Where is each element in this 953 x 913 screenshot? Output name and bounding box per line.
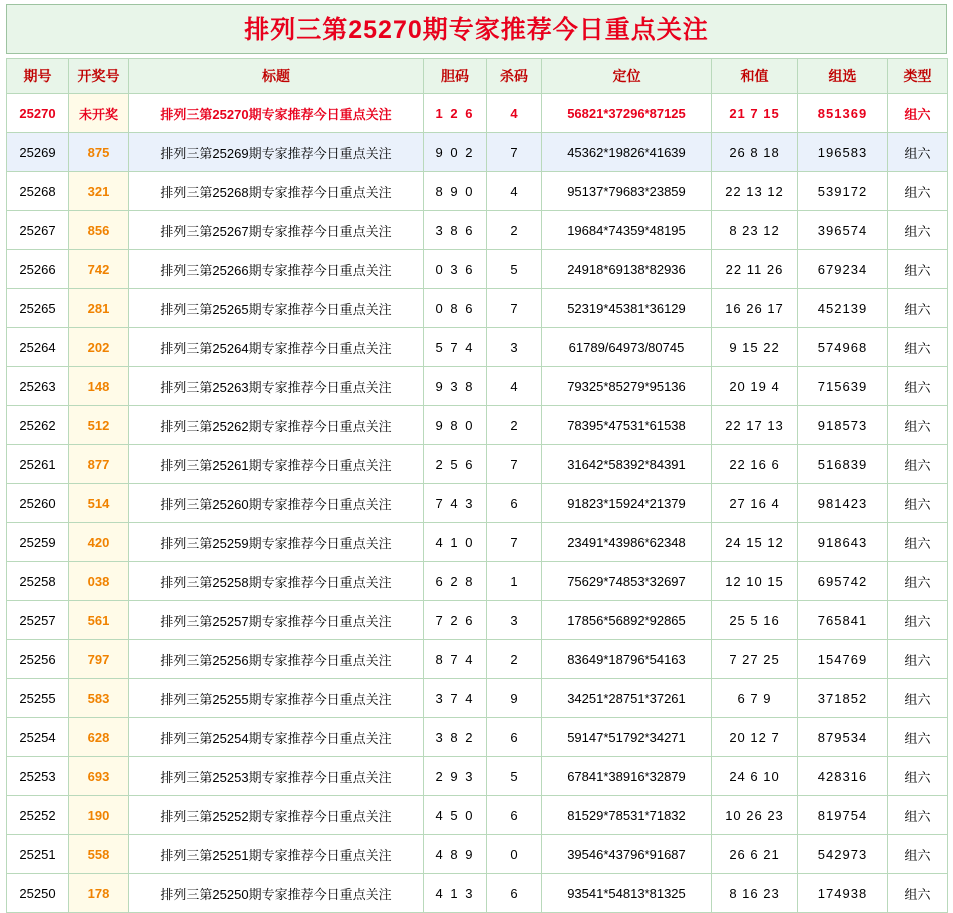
cell-dingwei: 79325*85279*95136: [542, 367, 712, 406]
cell-dan-code: 1 2 6: [424, 94, 487, 133]
page-title-bar: [6, 4, 947, 54]
cell-hezhi: 6 7 9: [712, 679, 798, 718]
cell-issue: 25261: [7, 445, 69, 484]
cell-type: 组六: [888, 718, 948, 757]
cell-dingwei: 81529*78531*71832: [542, 796, 712, 835]
table-row[interactable]: [7, 601, 948, 640]
cell-dan-code: 7 4 3: [424, 484, 487, 523]
cell-dan-code: 4 5 0: [424, 796, 487, 835]
cell-dingwei: 91823*15924*21379: [542, 484, 712, 523]
cell-dan-code: 3 8 2: [424, 718, 487, 757]
cell-issue: 25253: [7, 757, 69, 796]
column-header-type: 类型: [888, 59, 948, 94]
column-header-ding: 定位: [542, 59, 712, 94]
cell-hezhi: 20 19 4: [712, 367, 798, 406]
cell-dingwei: 56821*37296*87125: [542, 94, 712, 133]
cell-issue: 25255: [7, 679, 69, 718]
cell-hezhi: 8 23 12: [712, 211, 798, 250]
table-row[interactable]: [7, 211, 948, 250]
cell-zuxuan: 174938: [798, 874, 888, 913]
cell-sha-code: 7: [487, 289, 542, 328]
cell-dingwei: 45362*19826*41639: [542, 133, 712, 172]
cell-sha-code: 7: [487, 445, 542, 484]
cell-dingwei: 67841*38916*32879: [542, 757, 712, 796]
cell-dan-code: 3 7 4: [424, 679, 487, 718]
cell-dan-code: 9 0 2: [424, 133, 487, 172]
cell-title[interactable]: 排列三第25267期专家推荐今日重点关注: [129, 211, 424, 250]
cell-open-number: 190: [69, 796, 129, 835]
cell-sha-code: 7: [487, 133, 542, 172]
cell-zuxuan: 154769: [798, 640, 888, 679]
cell-issue: 25264: [7, 328, 69, 367]
page-title: 排列三第25270期专家推荐今日重点关注: [244, 16, 709, 44]
cell-zuxuan: 679234: [798, 250, 888, 289]
cell-dan-code: 4 8 9: [424, 835, 487, 874]
table-body: [7, 94, 948, 913]
cell-sha-code: 5: [487, 250, 542, 289]
cell-issue: 25251: [7, 835, 69, 874]
cell-hezhi: 12 10 15: [712, 562, 798, 601]
cell-open-number: 未开奖: [69, 94, 129, 133]
cell-issue: 25267: [7, 211, 69, 250]
cell-dan-code: 6 2 8: [424, 562, 487, 601]
cell-hezhi: 24 6 10: [712, 757, 798, 796]
cell-zuxuan: 396574: [798, 211, 888, 250]
column-header-zu: 组选: [798, 59, 888, 94]
table-row[interactable]: [7, 679, 948, 718]
cell-dan-code: 8 7 4: [424, 640, 487, 679]
cell-title[interactable]: 排列三第25261期专家推荐今日重点关注: [129, 445, 424, 484]
table-row[interactable]: [7, 367, 948, 406]
cell-type: 组六: [888, 133, 948, 172]
cell-dingwei: 61789/64973/80745: [542, 328, 712, 367]
table-row[interactable]: [7, 484, 948, 523]
cell-zuxuan: 574968: [798, 328, 888, 367]
table-row[interactable]: [7, 757, 948, 796]
cell-type: 组六: [888, 874, 948, 913]
cell-dingwei: 19684*74359*48195: [542, 211, 712, 250]
cell-open-number: 856: [69, 211, 129, 250]
cell-issue: 25262: [7, 406, 69, 445]
cell-sha-code: 2: [487, 211, 542, 250]
cell-zuxuan: 542973: [798, 835, 888, 874]
cell-open-number: 512: [69, 406, 129, 445]
cell-open-number: 875: [69, 133, 129, 172]
cell-sha-code: 6: [487, 484, 542, 523]
cell-dan-code: 7 2 6: [424, 601, 487, 640]
cell-dingwei: 93541*54813*81325: [542, 874, 712, 913]
cell-dingwei: 83649*18796*54163: [542, 640, 712, 679]
cell-dan-code: 0 3 6: [424, 250, 487, 289]
cell-title[interactable]: 排列三第25253期专家推荐今日重点关注: [129, 757, 424, 796]
cell-dan-code: 8 9 0: [424, 172, 487, 211]
cell-zuxuan: 918573: [798, 406, 888, 445]
cell-title[interactable]: 排列三第25250期专家推荐今日重点关注: [129, 874, 424, 913]
cell-type: 组六: [888, 640, 948, 679]
cell-zuxuan: 981423: [798, 484, 888, 523]
cell-issue: 25270: [7, 94, 69, 133]
cell-zuxuan: 918643: [798, 523, 888, 562]
cell-type: 组六: [888, 172, 948, 211]
cell-type: 组六: [888, 367, 948, 406]
cell-open-number: 797: [69, 640, 129, 679]
cell-dan-code: 2 9 3: [424, 757, 487, 796]
cell-dingwei: 75629*74853*32697: [542, 562, 712, 601]
cell-open-number: 561: [69, 601, 129, 640]
cell-type: 组六: [888, 211, 948, 250]
table-row[interactable]: [7, 796, 948, 835]
cell-open-number: 420: [69, 523, 129, 562]
cell-open-number: 742: [69, 250, 129, 289]
cell-issue: 25263: [7, 367, 69, 406]
column-header-title: 标题: [129, 59, 424, 94]
cell-zuxuan: 819754: [798, 796, 888, 835]
cell-open-number: 038: [69, 562, 129, 601]
cell-issue: 25259: [7, 523, 69, 562]
cell-dingwei: 31642*58392*84391: [542, 445, 712, 484]
table-row[interactable]: [7, 172, 948, 211]
cell-sha-code: 0: [487, 835, 542, 874]
cell-issue: 25269: [7, 133, 69, 172]
cell-hezhi: 22 13 12: [712, 172, 798, 211]
cell-hezhi: 7 27 25: [712, 640, 798, 679]
cell-title[interactable]: 排列三第25269期专家推荐今日重点关注: [129, 133, 424, 172]
cell-title[interactable]: 排列三第25270期专家推荐今日重点关注: [129, 94, 424, 133]
cell-hezhi: 9 15 22: [712, 328, 798, 367]
cell-zuxuan: 851369: [798, 94, 888, 133]
cell-open-number: 693: [69, 757, 129, 796]
cell-zuxuan: 879534: [798, 718, 888, 757]
cell-zuxuan: 452139: [798, 289, 888, 328]
table-row[interactable]: [7, 562, 948, 601]
cell-sha-code: 5: [487, 757, 542, 796]
cell-type: 组六: [888, 445, 948, 484]
cell-open-number: 148: [69, 367, 129, 406]
cell-dingwei: 39546*43796*91687: [542, 835, 712, 874]
cell-zuxuan: 765841: [798, 601, 888, 640]
cell-title[interactable]: 排列三第25264期专家推荐今日重点关注: [129, 328, 424, 367]
cell-title[interactable]: 排列三第25265期专家推荐今日重点关注: [129, 289, 424, 328]
cell-sha-code: 6: [487, 796, 542, 835]
cell-dan-code: 4 1 3: [424, 874, 487, 913]
cell-title[interactable]: 排列三第25254期专家推荐今日重点关注: [129, 718, 424, 757]
cell-type: 组六: [888, 835, 948, 874]
cell-dan-code: 9 8 0: [424, 406, 487, 445]
column-header-he: 和值: [712, 59, 798, 94]
cell-dan-code: 3 8 6: [424, 211, 487, 250]
cell-hezhi: 22 16 6: [712, 445, 798, 484]
cell-sha-code: 6: [487, 718, 542, 757]
cell-hezhi: 20 12 7: [712, 718, 798, 757]
table-row[interactable]: [7, 94, 948, 133]
cell-dingwei: 17856*56892*92865: [542, 601, 712, 640]
cell-sha-code: 4: [487, 172, 542, 211]
cell-hezhi: 22 11 26: [712, 250, 798, 289]
cell-dingwei: 78395*47531*61538: [542, 406, 712, 445]
cell-dingwei: 52319*45381*36129: [542, 289, 712, 328]
cell-dingwei: 23491*43986*62348: [542, 523, 712, 562]
cell-hezhi: 25 5 16: [712, 601, 798, 640]
recommendations-table: [6, 58, 948, 913]
table-row[interactable]: [7, 289, 948, 328]
cell-hezhi: 8 16 23: [712, 874, 798, 913]
cell-sha-code: 3: [487, 601, 542, 640]
table-row[interactable]: [7, 640, 948, 679]
cell-issue: 25265: [7, 289, 69, 328]
cell-title[interactable]: 排列三第25268期专家推荐今日重点关注: [129, 172, 424, 211]
cell-zuxuan: 695742: [798, 562, 888, 601]
cell-issue: 25252: [7, 796, 69, 835]
cell-open-number: 514: [69, 484, 129, 523]
cell-dingwei: 34251*28751*37261: [542, 679, 712, 718]
cell-type: 组六: [888, 94, 948, 133]
cell-sha-code: 2: [487, 406, 542, 445]
cell-sha-code: 9: [487, 679, 542, 718]
cell-issue: 25266: [7, 250, 69, 289]
cell-hezhi: 26 6 21: [712, 835, 798, 874]
cell-zuxuan: 196583: [798, 133, 888, 172]
cell-dan-code: 4 1 0: [424, 523, 487, 562]
cell-title[interactable]: 排列三第25251期专家推荐今日重点关注: [129, 835, 424, 874]
cell-open-number: 583: [69, 679, 129, 718]
cell-issue: 25258: [7, 562, 69, 601]
cell-zuxuan: 516839: [798, 445, 888, 484]
cell-title[interactable]: 排列三第25259期专家推荐今日重点关注: [129, 523, 424, 562]
cell-type: 组六: [888, 796, 948, 835]
cell-type: 组六: [888, 250, 948, 289]
cell-issue: 25268: [7, 172, 69, 211]
cell-hezhi: 22 17 13: [712, 406, 798, 445]
table-row[interactable]: [7, 445, 948, 484]
cell-dan-code: 0 8 6: [424, 289, 487, 328]
cell-issue: 25250: [7, 874, 69, 913]
cell-sha-code: 7: [487, 523, 542, 562]
cell-open-number: 628: [69, 718, 129, 757]
cell-zuxuan: 715639: [798, 367, 888, 406]
cell-title[interactable]: 排列三第25258期专家推荐今日重点关注: [129, 562, 424, 601]
column-header-dan: 胆码: [424, 59, 487, 94]
cell-type: 组六: [888, 328, 948, 367]
cell-type: 组六: [888, 757, 948, 796]
table-row[interactable]: [7, 328, 948, 367]
table-row[interactable]: [7, 835, 948, 874]
cell-open-number: 178: [69, 874, 129, 913]
cell-sha-code: 2: [487, 640, 542, 679]
table-row[interactable]: [7, 523, 948, 562]
column-header-issue: 期号: [7, 59, 69, 94]
cell-title[interactable]: 排列三第25252期专家推荐今日重点关注: [129, 796, 424, 835]
cell-dan-code: 9 3 8: [424, 367, 487, 406]
cell-hezhi: 24 15 12: [712, 523, 798, 562]
table-row[interactable]: [7, 718, 948, 757]
cell-sha-code: 4: [487, 94, 542, 133]
cell-title[interactable]: 排列三第25263期专家推荐今日重点关注: [129, 367, 424, 406]
cell-dan-code: 5 7 4: [424, 328, 487, 367]
cell-title[interactable]: 排列三第25256期专家推荐今日重点关注: [129, 640, 424, 679]
cell-dingwei: 24918*69138*82936: [542, 250, 712, 289]
column-header-open: 开奖号: [69, 59, 129, 94]
column-header-sha: 杀码: [487, 59, 542, 94]
cell-open-number: 877: [69, 445, 129, 484]
cell-issue: 25257: [7, 601, 69, 640]
cell-title[interactable]: 排列三第25262期专家推荐今日重点关注: [129, 406, 424, 445]
cell-hezhi: 16 26 17: [712, 289, 798, 328]
cell-title[interactable]: 排列三第25266期专家推荐今日重点关注: [129, 250, 424, 289]
cell-hezhi: 26 8 18: [712, 133, 798, 172]
table-row[interactable]: [7, 250, 948, 289]
cell-zuxuan: 371852: [798, 679, 888, 718]
cell-type: 组六: [888, 484, 948, 523]
cell-open-number: 281: [69, 289, 129, 328]
cell-dingwei: 95137*79683*23859: [542, 172, 712, 211]
cell-hezhi: 21 7 15: [712, 94, 798, 133]
cell-type: 组六: [888, 406, 948, 445]
cell-title[interactable]: 排列三第25255期专家推荐今日重点关注: [129, 679, 424, 718]
cell-sha-code: 3: [487, 328, 542, 367]
cell-type: 组六: [888, 289, 948, 328]
table-row[interactable]: [7, 133, 948, 172]
cell-dingwei: 59147*51792*34271: [542, 718, 712, 757]
cell-type: 组六: [888, 562, 948, 601]
cell-sha-code: 4: [487, 367, 542, 406]
cell-sha-code: 6: [487, 874, 542, 913]
table-row[interactable]: [7, 406, 948, 445]
cell-title[interactable]: 排列三第25260期专家推荐今日重点关注: [129, 484, 424, 523]
cell-type: 组六: [888, 601, 948, 640]
cell-open-number: 558: [69, 835, 129, 874]
cell-sha-code: 1: [487, 562, 542, 601]
cell-zuxuan: 428316: [798, 757, 888, 796]
cell-zuxuan: 539172: [798, 172, 888, 211]
cell-type: 组六: [888, 523, 948, 562]
cell-dan-code: 2 5 6: [424, 445, 487, 484]
cell-issue: 25256: [7, 640, 69, 679]
cell-hezhi: 10 26 23: [712, 796, 798, 835]
table-header-row: [7, 59, 948, 94]
cell-hezhi: 27 16 4: [712, 484, 798, 523]
cell-title[interactable]: 排列三第25257期专家推荐今日重点关注: [129, 601, 424, 640]
cell-type: 组六: [888, 679, 948, 718]
table-row[interactable]: [7, 874, 948, 913]
cell-open-number: 202: [69, 328, 129, 367]
cell-issue: 25254: [7, 718, 69, 757]
cell-issue: 25260: [7, 484, 69, 523]
cell-open-number: 321: [69, 172, 129, 211]
